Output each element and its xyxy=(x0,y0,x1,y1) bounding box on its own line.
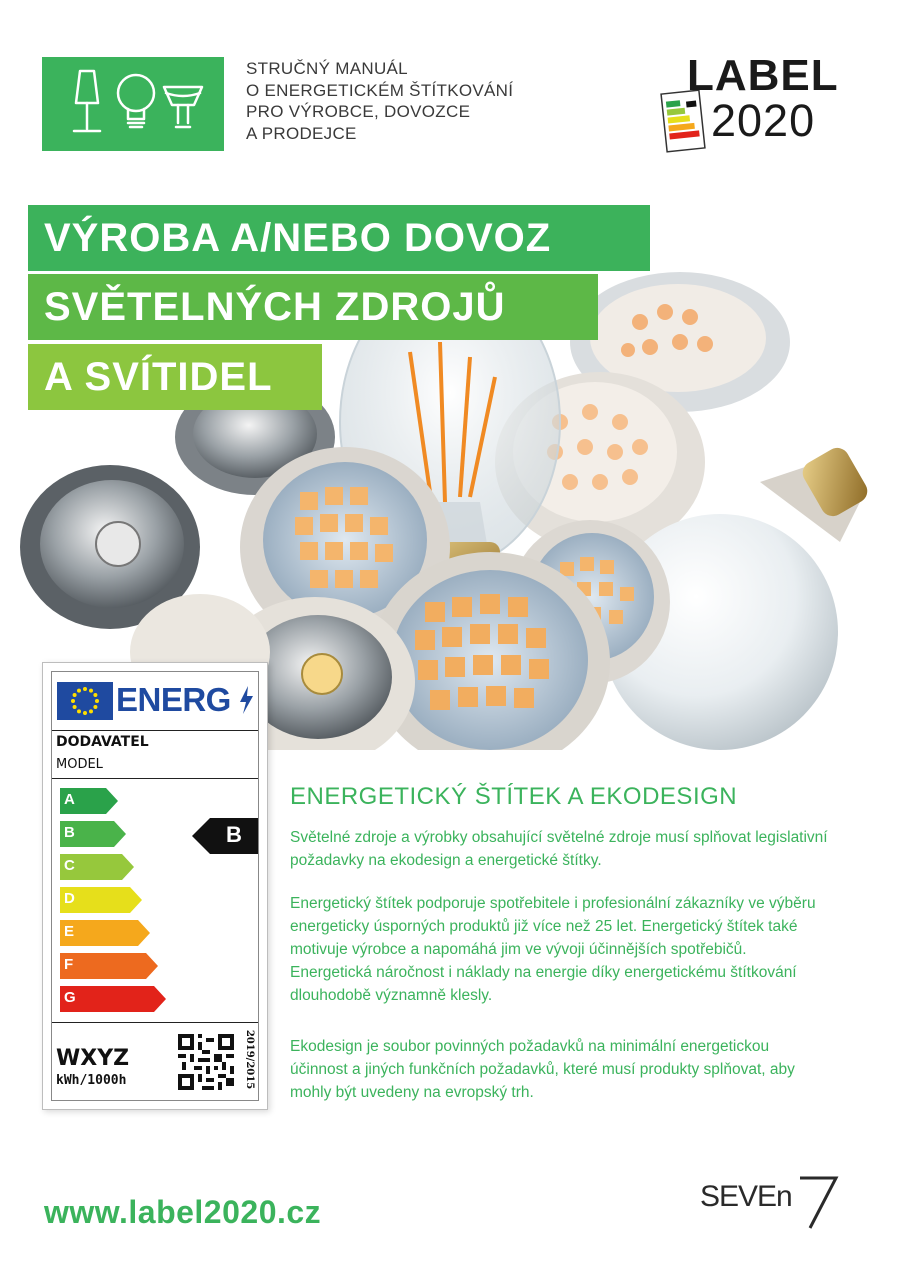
label-divider xyxy=(52,778,258,779)
label-divider xyxy=(52,730,258,731)
manual-subtitle xyxy=(246,58,606,144)
label-divider xyxy=(52,1022,258,1023)
title-line-1: VÝROBA A/NEBO DOVOZ xyxy=(28,205,650,271)
class-letter: A xyxy=(64,791,75,808)
supplier-text: DODAVATEL xyxy=(56,734,149,750)
manual-line: O ENERGETICKÉM ŠTÍTKOVÁNÍ xyxy=(246,80,514,100)
section-title: ENERGETICKÝ ŠTÍTEK A EKODESIGN xyxy=(290,783,738,810)
title-line-2: SVĚTELNÝCH ZDROJŮ xyxy=(28,274,598,340)
class-letter: D xyxy=(64,890,75,907)
energy-label-frame xyxy=(51,671,259,1101)
lightning-bolt-icon xyxy=(238,686,254,714)
paragraph-1: Světelné zdroje a výrobky obsahující světelné zdroje musí splňovat legislativní požadavky na ekodesign a energetické štítky. xyxy=(290,829,828,869)
class-letter: G xyxy=(64,989,76,1006)
seven-logo-text: SEVEn xyxy=(700,1180,792,1213)
energy-label xyxy=(42,662,268,1110)
seven-logo xyxy=(700,1170,840,1230)
energy-class-e xyxy=(60,920,152,946)
energy-class-b xyxy=(60,821,128,847)
energy-class-f xyxy=(60,953,160,979)
manual-line: A PRODEJCE xyxy=(246,123,357,143)
lighting-icons-box xyxy=(42,57,224,151)
energy-class-a xyxy=(60,788,120,814)
consumption-value: WXYZ xyxy=(56,1046,130,1071)
manual-line: STRUČNÝ MANUÁL xyxy=(246,59,408,78)
qr-code-icon xyxy=(178,1034,234,1090)
energy-brand: ENERG xyxy=(116,681,231,718)
paragraph-3: Ekodesign je soubor povinných požadavků na minimální energetickou účinnost a jiných funkčních požadavků, které musí produkty splňovat, aby mohly být uvedeny na evropský trh. xyxy=(290,1038,795,1101)
regulation-number xyxy=(238,1029,256,1094)
paragraph-2: Energetický štítek podporuje spotřebitele i profesionální zákazníky ve výběru energeticky úsporných produktů již více než 25 let. Energetický štítek také motivuje výrobce a napomáhá jim ve vývoji účinnějších spotřebičů. Energetická náročnost i náklady na energie díky energetickému štítkování dlouhodobě významně klesly. xyxy=(290,895,816,1004)
selected-class-letter: B xyxy=(226,822,242,847)
energy-class-g xyxy=(60,986,168,1012)
logo-word: LABEL xyxy=(687,51,839,100)
lamp-bulb-spot-icon xyxy=(42,57,224,151)
class-letter: E xyxy=(64,923,75,940)
logo-year: 2020 xyxy=(711,95,816,146)
class-letter: B xyxy=(64,824,75,841)
class-letter: F xyxy=(64,956,74,973)
selected-class-pointer xyxy=(192,818,258,854)
energy-class-c xyxy=(60,854,136,880)
class-letter: C xyxy=(64,857,75,874)
eu-flag-icon xyxy=(57,682,113,720)
title-line-3: A SVÍTIDEL xyxy=(28,344,322,410)
seven-logo-mark-icon xyxy=(796,1174,840,1230)
manual-line: PRO VÝROBCE, DOVOZCE xyxy=(246,102,471,121)
label2020-logo xyxy=(658,52,848,162)
consumption-unit: kWh/1000h xyxy=(56,1073,127,1088)
website-link[interactable]: www.label2020.cz xyxy=(44,1194,322,1230)
energy-class-d xyxy=(60,887,144,913)
model-text: MODEL xyxy=(56,757,103,772)
regulation-text: 2019/2015 xyxy=(244,1029,256,1090)
